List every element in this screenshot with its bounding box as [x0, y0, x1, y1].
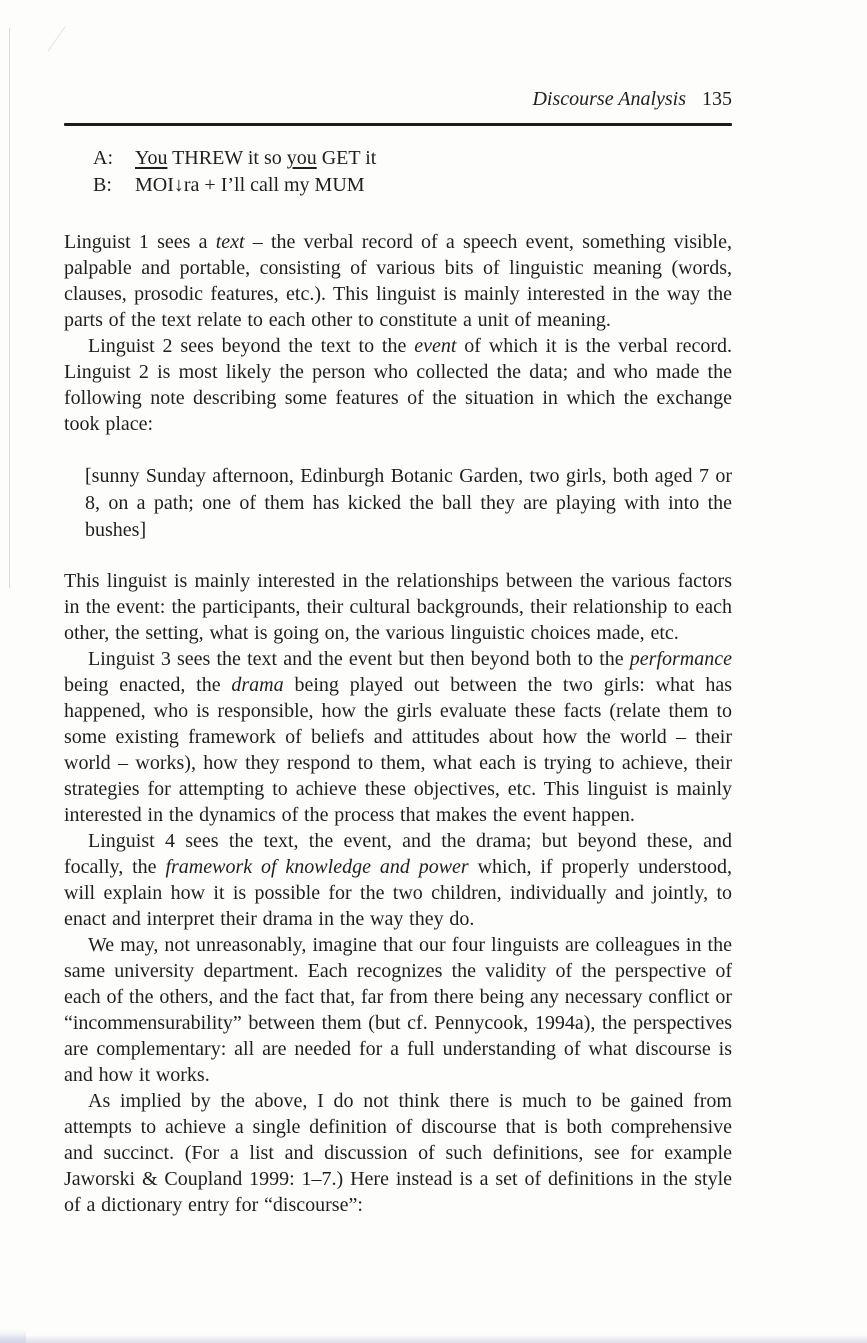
paragraph-linguist-1: Linguist 1 sees a text – the verbal record of a speech event, something visible, palpable and portable, consisting of various bits of linguistic meaning (words, clauses, prosodic features, etc.). This linguist is mainly interested in the way the parts of the text relate to each other to constitute a unit of meaning. — [64, 231, 732, 331]
running-head — [64, 86, 732, 112]
running-title: Discourse Analysis — [532, 88, 686, 110]
paragraph-linguist-3: Linguist 3 sees the text and the event but then beyond both to the performance being enacted, the drama being played out between the two girls: what has happened, who is responsible, how the girls evaluate these facts (relate them to some existing framework of beliefs and attitudes about how the world – their world – works), how they respond to them, what each is trying to achieve, their strategies for attempting to achieve these objectives, etc. This linguist is mainly interested in the dynamics of the process that makes the event happen. — [64, 648, 732, 826]
field-note-block: [sunny Sunday afternoon, Edinburgh Botanic Garden, two girls, both aged 7 or 8, on a path; one of them has kicked the ball they are playing with into the bushes] — [85, 465, 732, 541]
dialogue-text: You THREW it so you GET it — [135, 147, 377, 169]
speaker-label: B: — [93, 174, 112, 196]
page-number: 135 — [702, 88, 732, 110]
paragraph-definitions-intro: As implied by the above, I do not think there is much to be gained from attempts to achieve a single definition of discourse that is both comprehensive and succinct. (For a list and discussion of such definitions, see for example Jaworski & Coupland 1999: 1–7.) Here instead is a set of definitions in the style of a dictionary entry for “discourse”: — [64, 1090, 732, 1216]
scan-bottom-edge — [0, 1335, 867, 1343]
speaker-label: A: — [93, 147, 113, 169]
paragraph-linguist-2-continued: This linguist is mainly interested in the relationships between the various factors in the event: the participants, their cultural backgrounds, their relationship to each other, the setting, what is going on, the various linguistic choices made, etc. — [64, 570, 732, 644]
scan-bottom-corner — [0, 1329, 26, 1343]
paragraph-linguist-2: Linguist 2 sees beyond the text to the event of which it is the verbal record. Linguist 2 is most likely the person who collected the data; and who made the following note describing some features of the situation in which the exchange took place: — [64, 335, 732, 435]
dialogue-line-a — [93, 145, 732, 172]
paragraph-linguist-4: Linguist 4 sees the text, the event, and the drama; but beyond these, and focally, the framework of knowledge and power which, if properly understood, will explain how it is possible for the two children, individually and jointly, to enact and interpret their drama in the way they do. — [64, 830, 732, 930]
body-text — [64, 229, 732, 1218]
header-rule — [64, 123, 732, 126]
dialogue-text: MOI↓ra + I’ll call my MUM — [135, 174, 365, 196]
paragraph-four-linguists: We may, not unreasonably, imagine that our four linguists are colleagues in the same university department. Each recognizes the validity of the perspective of each of the others, and the fact that, far from there being any necessary conflict or “incommensurability” between them (but cf. Pennycook, 1994a), the perspectives are complementary: all are needed for a full understanding of what discourse is and how it works. — [64, 934, 732, 1086]
dialogue-transcript — [93, 145, 732, 199]
dialogue-line-b — [93, 172, 732, 199]
